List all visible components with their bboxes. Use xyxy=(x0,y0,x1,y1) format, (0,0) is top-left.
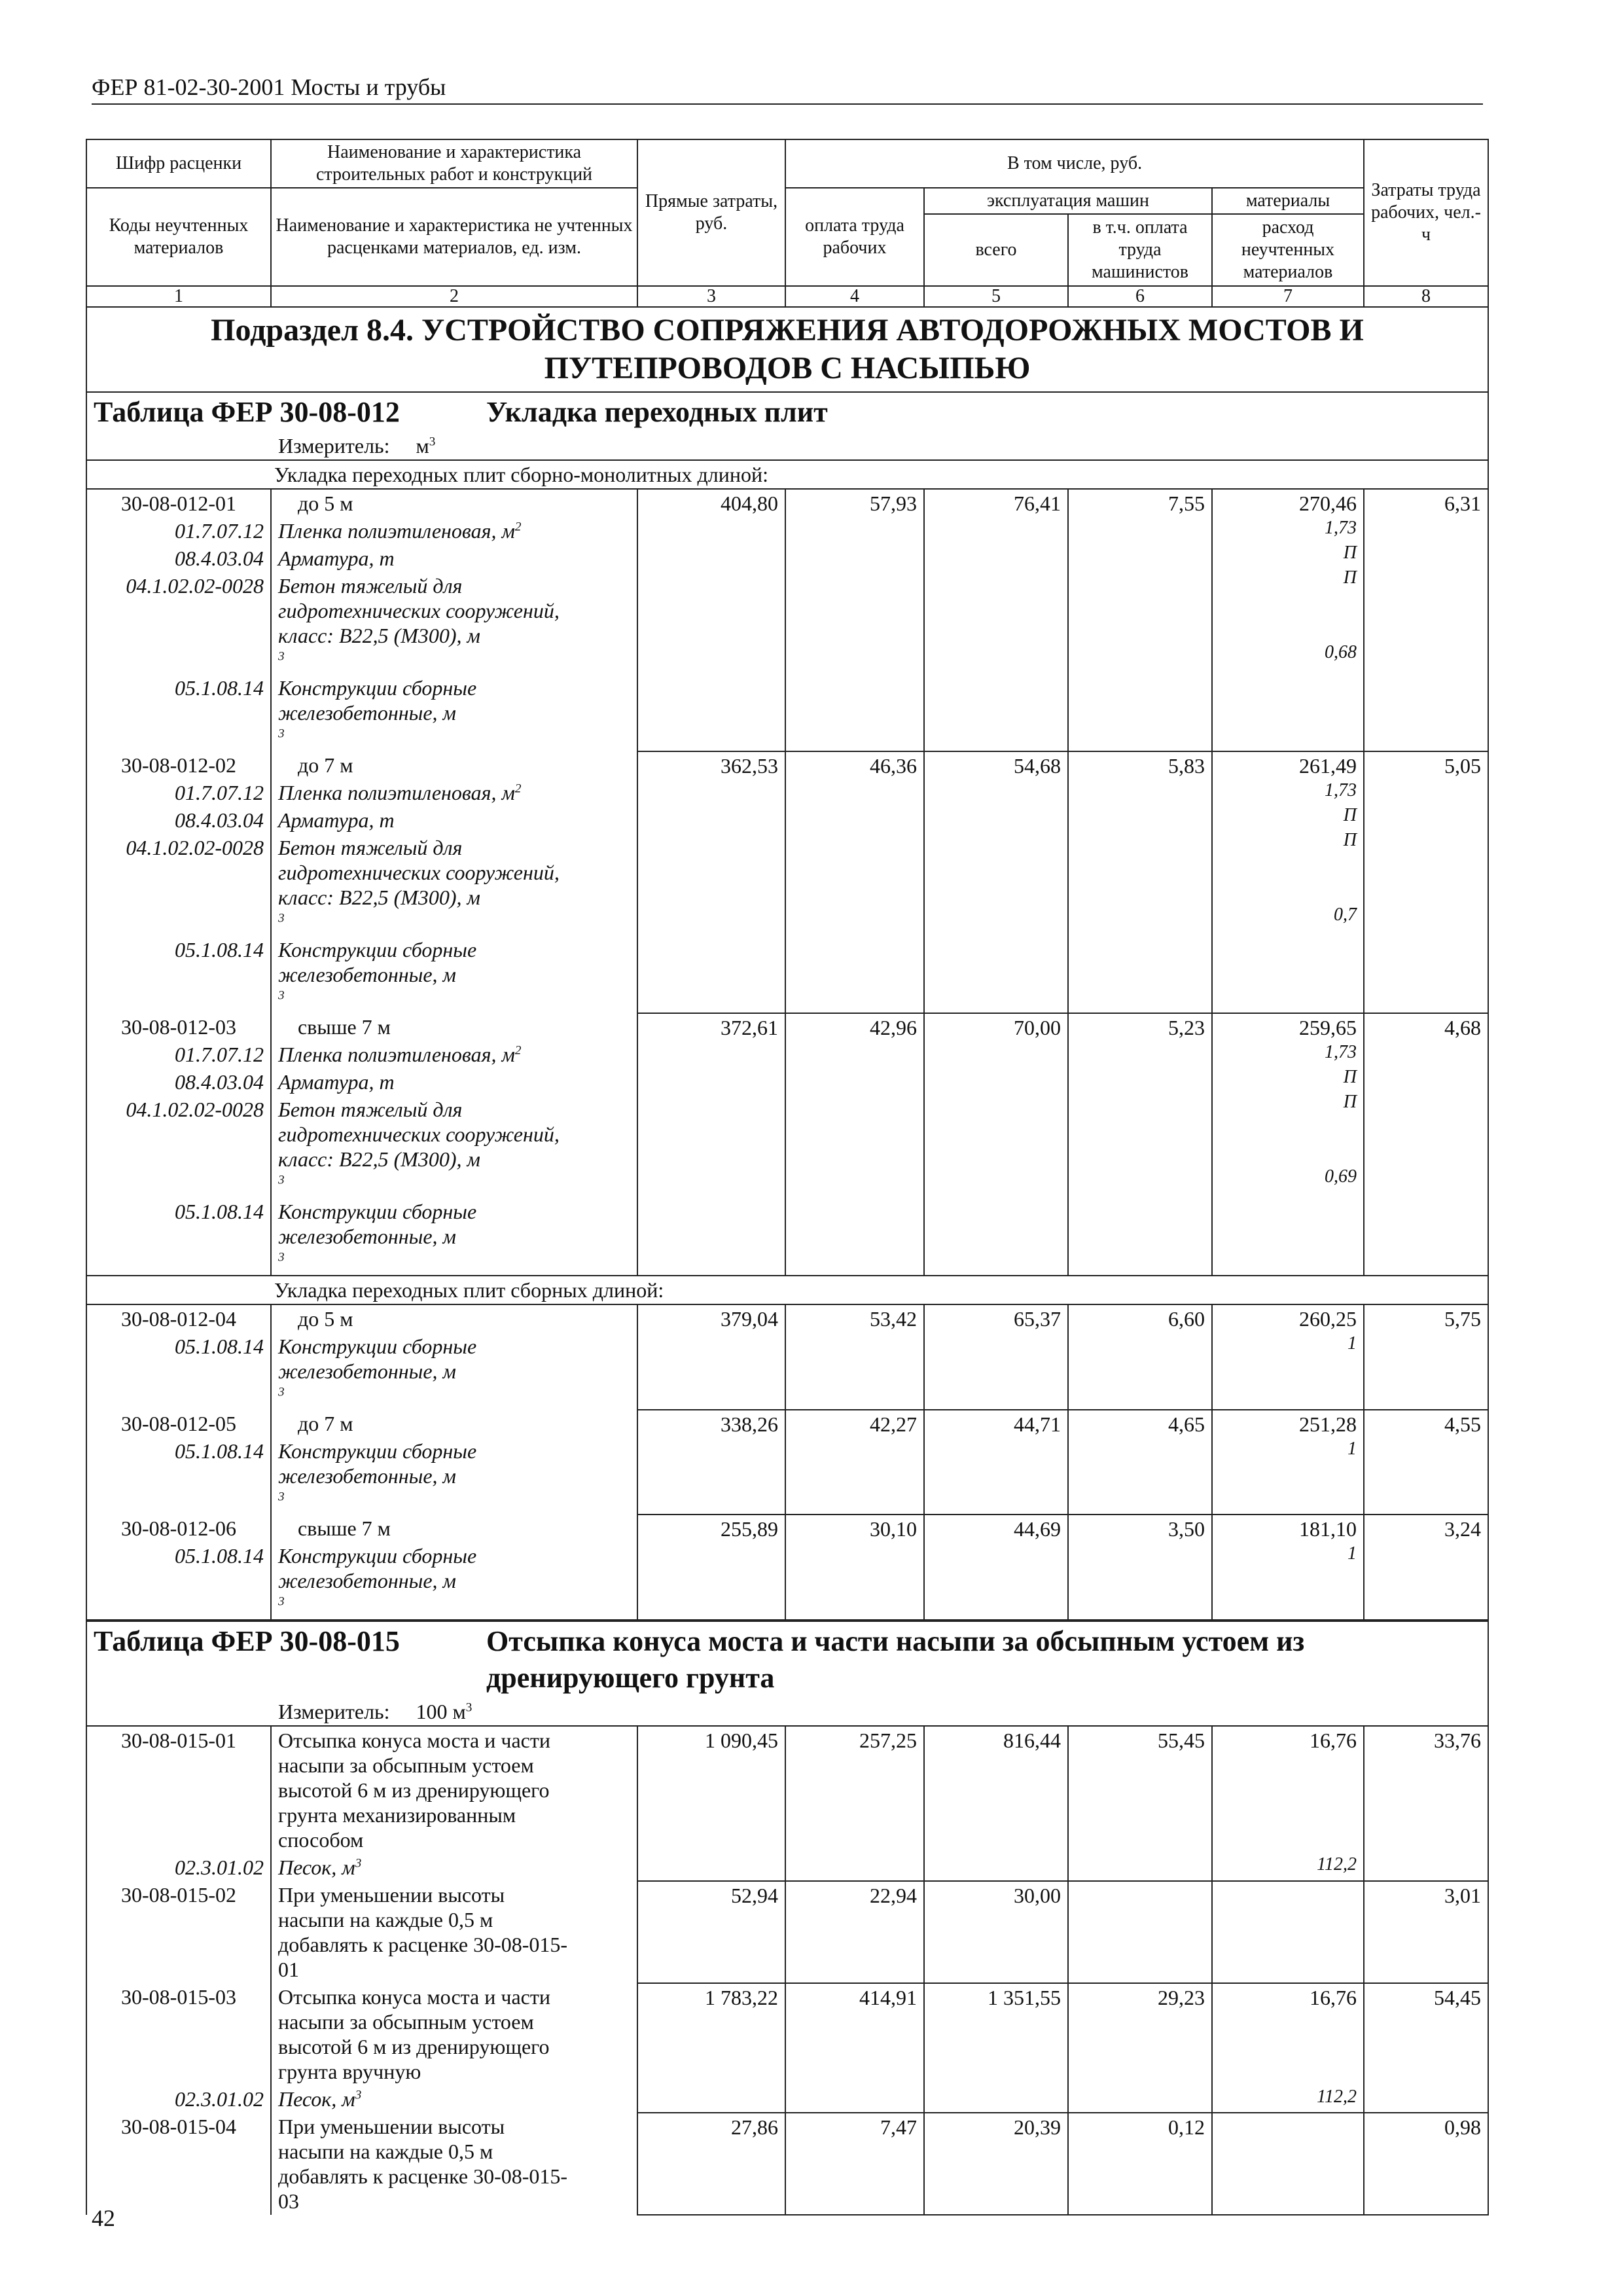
header-direct-costs: Прямые затраты, руб. xyxy=(637,139,785,286)
value-labor: 42,27 xyxy=(785,1410,924,1515)
material-name: Арматура, т xyxy=(271,1068,637,1096)
rate-code: 30-08-015-04 xyxy=(86,2113,271,2215)
value-mach: 44,71 xyxy=(924,1410,1068,1515)
value-materials xyxy=(1212,2113,1364,2215)
value-mach_labor: 3,50 xyxy=(1068,1515,1212,1621)
rate-code: 30-08-015-02 xyxy=(86,1881,271,1983)
header-work-name: Наименование и характеристика строительных работ и конструкций xyxy=(271,139,637,188)
rate-name: При уменьшении высоты насыпи на каждые 0,5 м добавлять к расценке 30-08-015- 01 xyxy=(271,1881,637,1983)
value-hours: 33,76 xyxy=(1364,1726,1488,1881)
value-direct: 52,94 xyxy=(637,1881,785,1983)
material-name: Бетон тяжелый для гидротехнических сооружений, класс: В22,5 (М300), м $^3$ xyxy=(271,834,637,936)
table-title-row xyxy=(86,392,1488,432)
value-hours: 3,24 xyxy=(1364,1515,1488,1621)
material-code: 01.7.07.12 xyxy=(86,779,271,806)
value-hours: 5,75 xyxy=(1364,1304,1488,1410)
meter-row xyxy=(86,432,1488,460)
value-direct: 255,89 xyxy=(637,1515,785,1621)
value-labor: 46,36 xyxy=(785,751,924,1013)
value-mach_labor xyxy=(1068,1881,1212,1983)
value-mach: 54,68 xyxy=(924,751,1068,1013)
rate-code: 30-08-015-03 xyxy=(86,1983,271,2085)
value-mach_labor: 4,65 xyxy=(1068,1410,1212,1515)
value-hours: 4,55 xyxy=(1364,1410,1488,1515)
value-direct: 379,04 xyxy=(637,1304,785,1410)
material-code: 01.7.07.12 xyxy=(86,1041,271,1068)
header-labor-hours: Затраты труда рабочих, чел.-ч xyxy=(1364,139,1488,286)
value-mach_labor: 6,60 xyxy=(1068,1304,1212,1410)
value-mach: 70,00 xyxy=(924,1013,1068,1276)
rate-code: 30-08-012-06 xyxy=(86,1515,271,1542)
material-name: Арматура, т xyxy=(271,545,637,572)
material-name: Пленка полиэтиленовая, $м^2$ xyxy=(271,517,637,545)
material-name: Конструкции сборные железобетонные, м $^3$ xyxy=(271,936,637,1013)
material-code: 01.7.07.12 xyxy=(86,517,271,545)
header-unaccounted-materials: расход неучтенных материалов xyxy=(1212,214,1364,286)
material-code: 02.3.01.02 xyxy=(86,1854,271,1881)
material-code: 05.1.08.14 xyxy=(86,1542,271,1621)
value-materials: 259,65 1,73 П П 0,69 xyxy=(1212,1013,1364,1276)
material-name: Конструкции сборные железобетонные, м $^3$ xyxy=(271,1198,637,1276)
rate-row xyxy=(86,1881,1488,1983)
material-value: П xyxy=(1343,1092,1357,1112)
rate-row xyxy=(86,1726,1488,1854)
value-direct: 372,61 xyxy=(637,1013,785,1276)
table-title-012 xyxy=(86,392,1488,432)
rate-row xyxy=(86,1410,1488,1437)
value-mach: 816,44 xyxy=(924,1726,1068,1881)
material-value: 1,73 xyxy=(1325,1042,1357,1062)
page-number: 42 xyxy=(92,2205,115,2231)
material-value: 0,69 xyxy=(1325,1166,1357,1187)
rate-row xyxy=(86,751,1488,779)
header-labor-pay: оплата труда рабочих xyxy=(785,188,924,286)
material-value: 1 xyxy=(1347,1543,1357,1564)
material-code: 04.1.02.02-0028 xyxy=(86,834,271,936)
material-code: 04.1.02.02-0028 xyxy=(86,1096,271,1198)
rate-name: Отсыпка конуса моста и части насыпи за обсыпным устоем высотой 6 м из дренирующего грунта вручную xyxy=(271,1983,637,2085)
material-name: Арматура, т xyxy=(271,806,637,834)
value-mach_labor: 29,23 xyxy=(1068,1983,1212,2113)
value-mach: 65,37 xyxy=(924,1304,1068,1410)
material-code: 08.4.03.04 xyxy=(86,1068,271,1096)
value-mach_labor: 5,83 xyxy=(1068,751,1212,1013)
table-title-015 xyxy=(86,1621,1488,1698)
material-name: Конструкции сборные железобетонные, м $^3$ xyxy=(271,1437,637,1515)
value-mach: 30,00 xyxy=(924,1881,1068,1983)
table-body xyxy=(86,307,1488,2215)
header-material-codes: Коды неучтенных материалов xyxy=(86,188,271,286)
table-header xyxy=(86,139,1488,307)
value-materials: 260,25 1 xyxy=(1212,1304,1364,1410)
material-code: 05.1.08.14 xyxy=(86,674,271,751)
value-direct: 1 783,22 xyxy=(637,1983,785,2113)
header-machinists-pay: в т.ч. оплата труда машинистов xyxy=(1068,214,1212,286)
material-value: П xyxy=(1343,805,1357,825)
subheader: Укладка переходных плит сборных длиной: xyxy=(86,1276,1488,1304)
material-value: 0,68 xyxy=(1325,642,1357,662)
table-code: Таблица ФЕР 30-08-015 xyxy=(94,1625,400,1657)
material-value: 112,2 xyxy=(1317,1854,1357,1874)
header-materials: материалы xyxy=(1212,188,1364,214)
value-mach_labor: 5,23 xyxy=(1068,1013,1212,1276)
value-mach_labor: 0,12 xyxy=(1068,2113,1212,2215)
section-title: Подраздел 8.4. УСТРОЙСТВО СОПРЯЖЕНИЯ АВТОДОРОЖНЫХ МОСТОВ И ПУТЕПРОВОДОВ С НАСЫПЬЮ xyxy=(86,307,1488,392)
value-labor: 22,94 xyxy=(785,1881,924,1983)
column-numbers: 1 2 3 4 5 6 7 8 xyxy=(86,286,1488,307)
value-labor: 53,42 xyxy=(785,1304,924,1410)
value-materials: 16,76 112,2 xyxy=(1212,1726,1364,1881)
material-value: 0,7 xyxy=(1334,905,1357,925)
header-including: В том числе, руб. xyxy=(785,139,1364,188)
value-hours: 4,68 xyxy=(1364,1013,1488,1276)
value-mach_labor: 55,45 xyxy=(1068,1726,1212,1881)
material-name: Конструкции сборные железобетонные, м $^3$ xyxy=(271,1333,637,1410)
value-hours: 3,01 xyxy=(1364,1881,1488,1983)
value-materials: 261,49 1,73 П П 0,7 xyxy=(1212,751,1364,1013)
value-labor: 414,91 xyxy=(785,1983,924,2113)
material-code: 05.1.08.14 xyxy=(86,1437,271,1515)
value-labor: 57,93 xyxy=(785,489,924,751)
material-name: Пленка полиэтиленовая, $м^2$ xyxy=(271,779,637,806)
rate-code: 30-08-015-01 xyxy=(86,1726,271,1854)
value-labor: 7,47 xyxy=(785,2113,924,2215)
rate-name: свыше 7 м xyxy=(271,1013,637,1041)
rate-code: 30-08-012-04 xyxy=(86,1304,271,1333)
material-name: Пленка полиэтиленовая, $м^2$ xyxy=(271,1041,637,1068)
header-material-names: Наименование и характеристика не учтенных расценками материалов, ед. изм. xyxy=(271,188,637,286)
rate-name: до 7 м xyxy=(271,1410,637,1437)
value-materials: 251,28 1 xyxy=(1212,1410,1364,1515)
rate-name: до 5 м xyxy=(271,489,637,517)
table-name: Укладка переходных плит xyxy=(486,396,828,428)
material-name: Конструкции сборные железобетонные, м $^3$ xyxy=(271,674,637,751)
value-mach: 1 351,55 xyxy=(924,1983,1068,2113)
value-direct: 362,53 xyxy=(637,751,785,1013)
value-hours: 5,05 xyxy=(1364,751,1488,1013)
subheader-row xyxy=(86,1276,1488,1304)
material-value: П xyxy=(1343,1067,1357,1087)
material-value: 1 xyxy=(1347,1439,1357,1459)
material-code: 05.1.08.14 xyxy=(86,1333,271,1410)
rate-row xyxy=(86,1304,1488,1333)
material-value: П xyxy=(1343,567,1357,588)
material-value: 1,73 xyxy=(1325,518,1357,538)
value-direct: 27,86 xyxy=(637,2113,785,2215)
rate-name: до 7 м xyxy=(271,751,637,779)
rate-row xyxy=(86,1983,1488,2085)
value-mach: 20,39 xyxy=(924,2113,1068,2215)
value-direct: 1 090,45 xyxy=(637,1726,785,1881)
rate-code: 30-08-012-03 xyxy=(86,1013,271,1041)
rate-code: 30-08-012-02 xyxy=(86,751,271,779)
value-mach: 44,69 xyxy=(924,1515,1068,1621)
rate-code: 30-08-012-05 xyxy=(86,1410,271,1437)
rate-name: Отсыпка конуса моста и части насыпи за обсыпным устоем высотой 6 м из дренирующего грунта механизированным способом xyxy=(271,1726,637,1854)
value-labor: 42,96 xyxy=(785,1013,924,1276)
rate-name: При уменьшении высоты насыпи на каждые 0,5 м добавлять к расценке 30-08-015- 03 xyxy=(271,2113,637,2215)
material-code: 05.1.08.14 xyxy=(86,1198,271,1276)
meter: Измеритель: 100 $м^3$ xyxy=(86,1698,1488,1726)
meter-row xyxy=(86,1698,1488,1726)
material-code: 08.4.03.04 xyxy=(86,545,271,572)
rate-row xyxy=(86,1515,1488,1542)
subheader-row xyxy=(86,460,1488,489)
material-name: Песок, $м^3$ xyxy=(271,1854,637,1881)
page-header: ФЕР 81-02-30-2001 Мосты и трубы xyxy=(92,73,1483,105)
rate-row xyxy=(86,2113,1488,2215)
value-direct: 338,26 xyxy=(637,1410,785,1515)
material-name: Бетон тяжелый для гидротехнических сооружений, класс: В22,5 (М300), м $^3$ xyxy=(271,572,637,674)
section-title xyxy=(86,307,1488,392)
value-mach: 76,41 xyxy=(924,489,1068,751)
material-name: Песок, $м^3$ xyxy=(271,2085,637,2113)
header-machines-total: всего xyxy=(924,214,1068,286)
meter: Измеритель: $м^3$ xyxy=(86,432,1488,460)
rate-name: до 5 м xyxy=(271,1304,637,1333)
header-rate-code: Шифр расценки xyxy=(86,139,271,188)
material-value: 1 xyxy=(1347,1333,1357,1354)
material-code: 04.1.02.02-0028 xyxy=(86,572,271,674)
table-code: Таблица ФЕР 30-08-012 xyxy=(94,396,400,428)
material-code: 02.3.01.02 xyxy=(86,2085,271,2113)
material-value: 1,73 xyxy=(1325,780,1357,800)
rate-name: свыше 7 м xyxy=(271,1515,637,1542)
table-title-row xyxy=(86,1621,1488,1698)
table-name: Отсыпка конуса моста и части насыпи за обсыпным устоем из дренирующего грунта xyxy=(486,1625,1305,1694)
value-mach_labor: 7,55 xyxy=(1068,489,1212,751)
material-value: П xyxy=(1343,830,1357,850)
value-labor: 257,25 xyxy=(785,1726,924,1881)
rate-code: 30-08-012-01 xyxy=(86,489,271,517)
rate-row xyxy=(86,489,1488,517)
rates-table xyxy=(86,139,1489,2215)
value-materials: 181,10 1 xyxy=(1212,1515,1364,1621)
value-materials: 270,46 1,73 П П 0,68 xyxy=(1212,489,1364,751)
material-value: П xyxy=(1343,543,1357,563)
rate-row xyxy=(86,1013,1488,1041)
material-name: Конструкции сборные железобетонные, м $^3$ xyxy=(271,1542,637,1621)
value-labor: 30,10 xyxy=(785,1515,924,1621)
material-code: 08.4.03.04 xyxy=(86,806,271,834)
header-machines: эксплуатация машин xyxy=(924,188,1212,214)
value-direct: 404,80 xyxy=(637,489,785,751)
material-code: 05.1.08.14 xyxy=(86,936,271,1013)
value-hours: 54,45 xyxy=(1364,1983,1488,2113)
value-materials: 16,76 112,2 xyxy=(1212,1983,1364,2113)
material-name: Бетон тяжелый для гидротехнических сооружений, класс: В22,5 (М300), м $^3$ xyxy=(271,1096,637,1198)
subheader: Укладка переходных плит сборно-монолитных длиной: xyxy=(86,460,1488,489)
value-hours: 0,98 xyxy=(1364,2113,1488,2215)
value-hours: 6,31 xyxy=(1364,489,1488,751)
value-materials xyxy=(1212,1881,1364,1983)
material-value: 112,2 xyxy=(1317,2087,1357,2107)
